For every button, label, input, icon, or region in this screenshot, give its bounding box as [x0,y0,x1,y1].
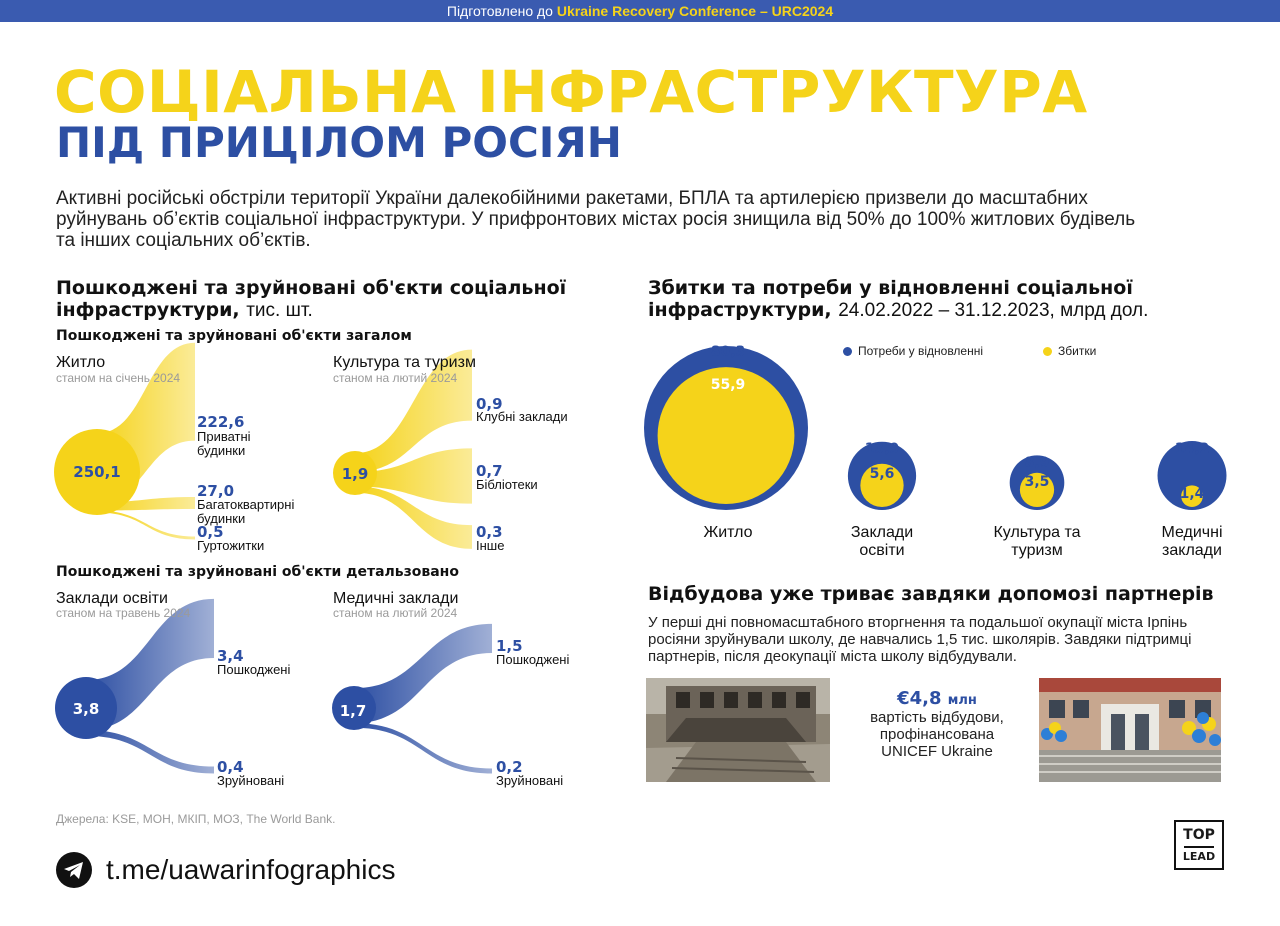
cost-description: вартість відбудови, профінансована UNICEF Ukraine [870,709,1004,760]
cost-block [870,688,1004,760]
logo-bottom: LEAD [1182,850,1216,863]
housing-title: Житло [56,354,106,371]
cost-value: €4,8 [897,688,942,709]
legend-needs-label: Потреби у відновленні [858,344,984,358]
medical-branch-2-label: Зруйновані [496,773,564,788]
rebuilt-school-image [1039,678,1221,782]
telegram-url: t.me/uawarinfographics [106,854,396,885]
sankey-3 [332,624,492,774]
bubble-education-label: Заклади освіти [850,524,914,559]
housing-subtitle: станом на січень 2024 [56,371,181,385]
education-branch-2-value: 0,4 [217,758,244,776]
intro-text: Активні російські обстріли території України далекобійними ракетами, БПЛА та артилерією призвели до масштабних руйнувань об’єктів соціальної інфраструктури. У прифронтових містах росія знищила від 50% до 100% житлових будівель та інших соціальних об’єктів. [56,188,1136,251]
culture-title: Культура та туризм [333,354,476,371]
telegram-link[interactable] [56,852,395,888]
page-title: СОЦІАЛЬНА ІНФРАСТРУКТУРА [54,58,1088,126]
story-title: Відбудова уже триває завдяки допомозі партнерів [648,583,1214,605]
logo-top: TOP [1183,827,1215,843]
education-branch-1-label: Пошкоджені [217,662,291,677]
education-subtitle: станом на травень 2024 [56,606,191,620]
medical-branch-2-value: 0,2 [496,758,523,776]
bubble-education-needs: 13,9 [864,441,900,457]
bubble-medical-losses: 1,4 [1179,486,1205,502]
logo-divider [1184,846,1214,848]
culture-subtitle: станом на лютий 2024 [333,371,458,385]
bubble-housing-losses: 55,9 [710,377,746,393]
sankey-2-flow-1 [86,730,214,773]
cost-amount [870,688,1004,709]
telegram-plane-icon [56,852,92,888]
cost-unit: млн [947,693,977,708]
medical-total: 1,7 [339,702,367,720]
culture-branch-1-value: 0,9 [476,395,503,413]
bubble-housing-label: Житло [703,524,753,541]
telegram-icon [56,852,92,888]
overall-subheading: Пошкоджені та зруйновані об'єкти загалом [56,328,412,344]
bubble-culture-losses: 3,5 [1024,474,1050,490]
housing-branch-1-label: Приватні будинки [197,429,251,458]
housing-branch-3-value: 0,5 [197,523,224,541]
banner-prefix: Підготовлено до [446,3,553,19]
medical-branch-1-value: 1,5 [496,637,523,655]
sankey-3-flow-1 [354,723,492,773]
education-branch-1-value: 3,4 [217,647,244,665]
culture-branch-2-label: Бібліотеки [476,477,538,492]
banner-highlight: Ukraine Recovery Conference – URC2024 [556,3,834,19]
medical-title: Медичні заклади [333,590,459,607]
medical-branch-1-label: Пошкоджені [496,652,570,667]
housing-branch-3-label: Гуртожитки [197,538,265,553]
culture-branch-2-value: 0,7 [476,462,503,480]
education-total: 3,8 [72,700,100,718]
sankey-0-flow-2 [97,511,195,540]
page-subtitle: ПІД ПРИЦІЛОМ РОСІЯН [56,118,622,167]
culture-branch-1-label: Клубні заклади [476,409,568,424]
culture-branch-3-value: 0,3 [476,523,503,541]
housing-total: 250,1 [73,463,121,481]
right-heading [648,277,1208,322]
culture-total: 1,9 [341,465,369,483]
photo-destroyed-school [646,678,830,782]
bubble-culture-label: Культура та туризм [993,524,1081,559]
right-heading-unit: 24.02.2022 – 31.12.2023, млрд дол. [838,300,1149,321]
bubble-medical-needs: 14,2 [1174,441,1210,457]
sources: Джерела: KSE, МОН, МКІП, МОЗ, The World Bank. [56,812,336,826]
right-heading-bold: Збитки та потреби у відновленні соціальної інфраструктури, [648,277,1133,321]
housing-branch-1-value: 222,6 [197,413,245,431]
bubble-culture-needs: 8,9 [1024,455,1050,471]
bubble-education-losses: 5,6 [869,466,895,482]
detailed-subheading: Пошкоджені та зруйновані об'єкти детальзовано [56,564,459,580]
medical-subtitle: станом на лютий 2024 [333,606,458,620]
bubble-housing-needs: 80,3 [710,344,746,360]
toplead-logo [1174,820,1224,870]
education-branch-2-label: Зруйновані [217,773,285,788]
photo-rebuilt-school [1039,678,1221,782]
legend-losses-label: Збитки [1058,344,1097,358]
left-heading-unit: тис. шт. [246,300,313,321]
bubble-medical-label: Медичні заклади [1161,524,1223,559]
housing-branch-2-label: Багатоквартирні будинки [197,497,295,526]
culture-branch-3-label: Інше [476,538,505,553]
destroyed-school-image [646,678,830,782]
education-title: Заклади освіти [56,590,168,607]
sankey-2 [55,599,214,774]
housing-branch-2-value: 27,0 [197,482,235,500]
left-heading-bold: Пошкоджені та зруйновані об'єкти соціальної інфраструктури, [56,277,567,321]
story-text: У перші дні повномасштабного вторгнення та подальшої окупації міста Ірпінь росіяни зруйнували школу, де навчались 1,5 тис. школярів. Завдяки підтримці партнерів, після деокупації міста школу відбудували. [648,614,1192,665]
